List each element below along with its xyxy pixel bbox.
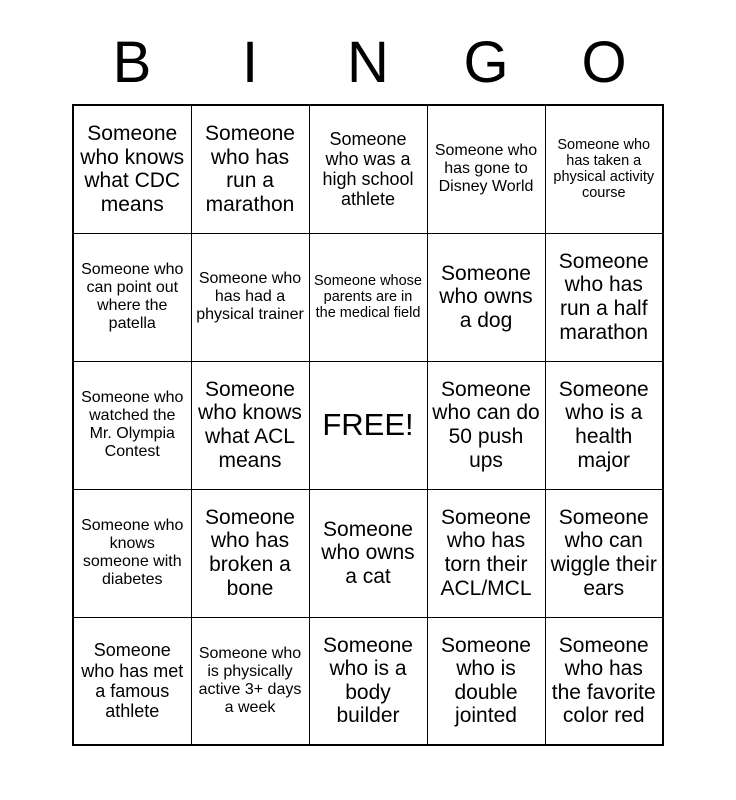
bingo-letter-n: N (347, 30, 389, 95)
bingo-cell[interactable]: Someone who can do 50 push ups (427, 361, 545, 489)
bingo-cell[interactable]: Someone who has the favorite color red (545, 617, 663, 745)
bingo-cell[interactable]: Someone who has taken a physical activity course (545, 105, 663, 233)
bingo-cell[interactable]: Someone who has had a physical trainer (191, 233, 309, 361)
bingo-cell[interactable]: Someone who knows someone with diabetes (73, 489, 191, 617)
bingo-row (73, 105, 663, 233)
bingo-letter-b: B (112, 30, 152, 95)
bingo-cell[interactable]: Someone who watched the Mr. Olympia Contest (73, 361, 191, 489)
bingo-cell[interactable]: Someone who has met a famous athlete (73, 617, 191, 745)
bingo-letter-i: I (241, 30, 259, 95)
bingo-cell[interactable]: Someone who owns a cat (309, 489, 427, 617)
bingo-row (73, 617, 663, 745)
bingo-cell[interactable]: Someone who is a body builder (309, 617, 427, 745)
bingo-cell[interactable]: Someone who has run a marathon (191, 105, 309, 233)
bingo-cell[interactable]: Someone who has run a half marathon (545, 233, 663, 361)
bingo-cell-free[interactable]: FREE! (309, 361, 427, 489)
bingo-cell[interactable]: Someone who has gone to Disney World (427, 105, 545, 233)
bingo-row (73, 489, 663, 617)
bingo-cell[interactable]: Someone who can wiggle their ears (545, 489, 663, 617)
bingo-letter-g: G (463, 30, 509, 95)
bingo-cell[interactable]: Someone who can point out where the patella (73, 233, 191, 361)
bingo-cell[interactable]: Someone who is physically active 3+ days a week (191, 617, 309, 745)
bingo-card (72, 104, 664, 746)
bingo-cell[interactable]: Someone who owns a dog (427, 233, 545, 361)
bingo-letter-o: O (581, 30, 627, 95)
bingo-cell[interactable]: Someone who has broken a bone (191, 489, 309, 617)
bingo-cell[interactable]: Someone who is a health major (545, 361, 663, 489)
bingo-cell[interactable]: Someone who is double jointed (427, 617, 545, 745)
bingo-row (73, 361, 663, 489)
bingo-cell[interactable]: Someone who knows what CDC means (73, 105, 191, 233)
bingo-cell[interactable]: Someone who has torn their ACL/MCL (427, 489, 545, 617)
bingo-header (73, 0, 663, 104)
bingo-cell[interactable]: Someone whose parents are in the medical field (309, 233, 427, 361)
bingo-row (73, 233, 663, 361)
bingo-cell[interactable]: Someone who was a high school athlete (309, 105, 427, 233)
bingo-cell[interactable]: Someone who knows what ACL means (191, 361, 309, 489)
